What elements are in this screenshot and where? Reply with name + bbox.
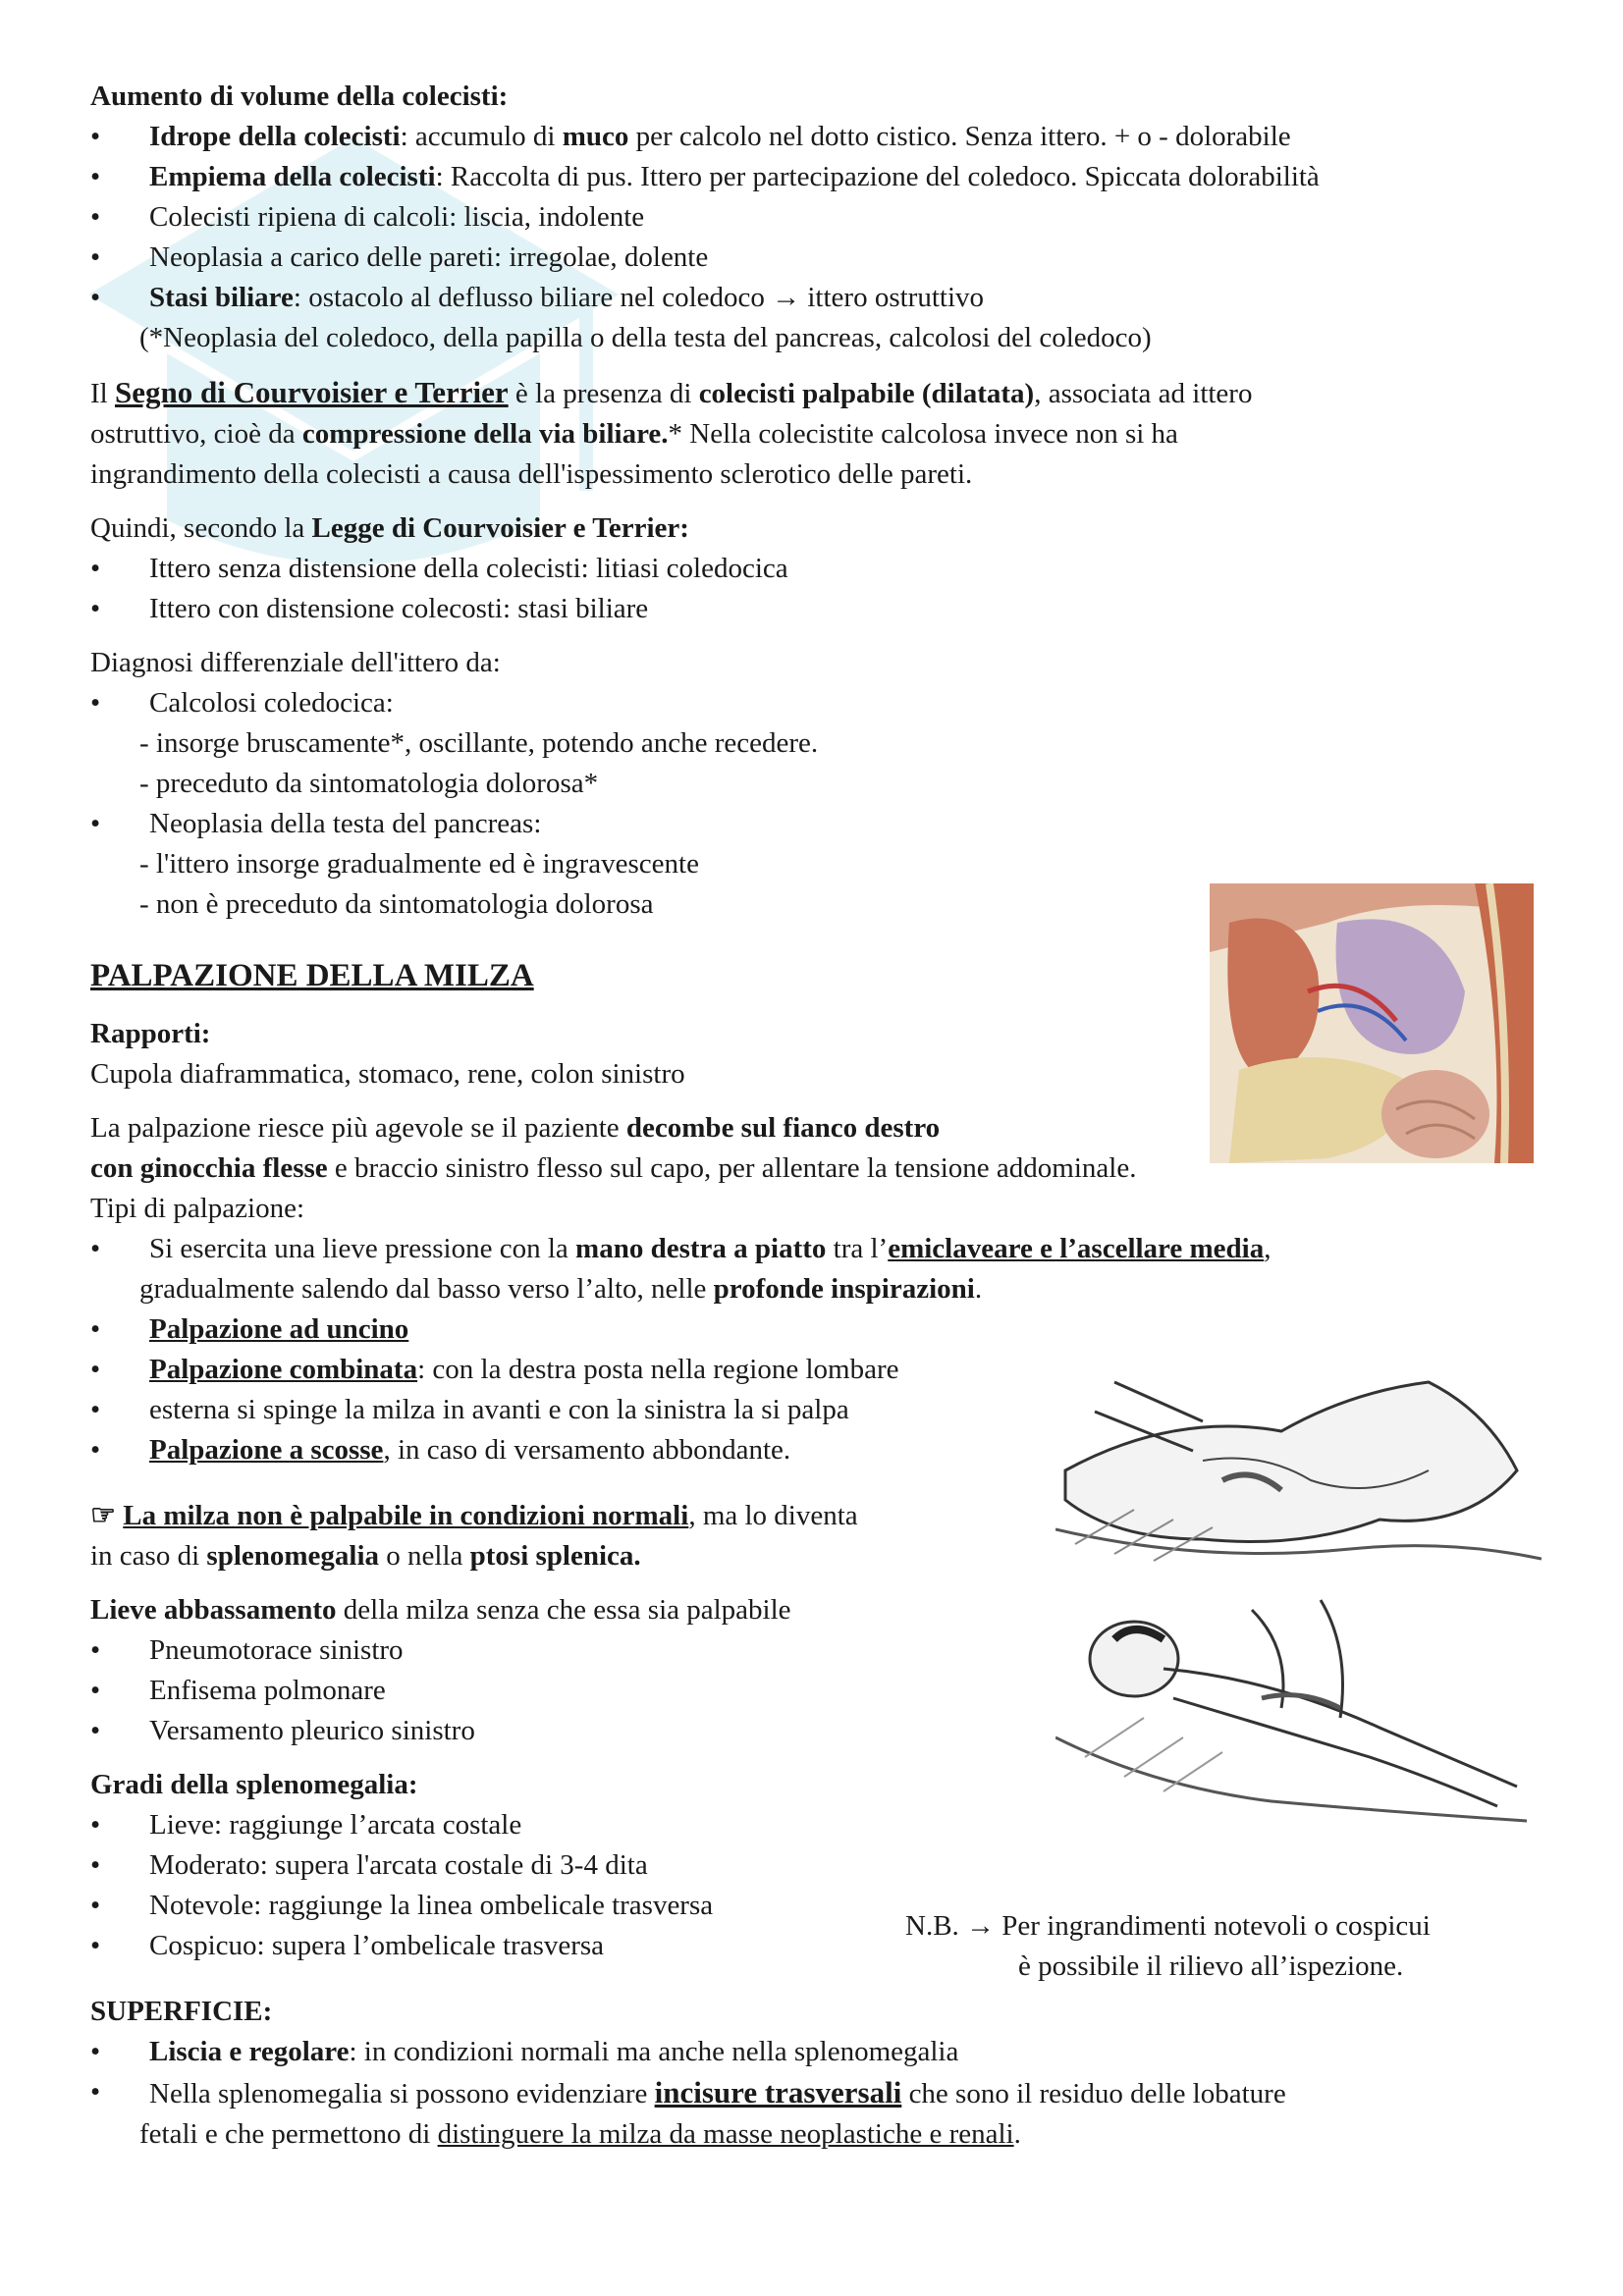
nb-line: è possibile il rilievo all’ispezione. [1018,1950,1404,1982]
list-item: • Colecisti ripiena di calcoli: liscia, indolente [90,201,645,233]
arrow-icon: → [966,1910,996,1942]
sub-item: - insorge bruscamente*, oscillante, potendo anche recedere. [139,727,819,759]
list-item: • Notevole: raggiunge la linea ombelicale trasversa [90,1890,714,1921]
list-item: • Ittero con distensione colecosti: stasi biliare [90,593,649,624]
list-item: • Palpazione a scosse, in caso di versamento abbondante. [90,1434,791,1466]
list-item: • Moderato: supera l'arcata costale di 3-4 dita [90,1849,648,1881]
list-item: • Palpazione combinata: con la destra posta nella regione lombare [90,1354,899,1385]
list-item-continued: gradualmente salendo dal basso verso l’alto, nelle profonde inspirazioni. [139,1273,983,1305]
list-item-continued: fetali e che permettono di distinguere la milza da masse neoplastiche e renali. [139,2118,1021,2150]
heading-rapporti: Rapporti: [90,1018,211,1049]
sub-item: - preceduto da sintomatologia dolorosa* [139,768,599,799]
paragraph-line: in caso di splenomegalia o nella ptosi splenica. [90,1540,641,1572]
sub-item: - l'ittero insorge gradualmente ed è ingravescente [139,848,699,880]
tipi-palpazione: Tipi di palpazione: [90,1193,305,1224]
list-item: • Nella splenomegalia si possono evidenziare incisure trasversali che sono il residuo delle lobature [90,2075,1286,2109]
list-item: • Stasi biliare: ostacolo al deflusso biliare nel coledoco → ittero ostruttivo [90,282,984,313]
list-item: • Pneumotorace sinistro [90,1634,404,1666]
paragraph-line: La palpazione riesce più agevole se il paziente decombe sul fianco destro [90,1112,941,1144]
list-item: • Ittero senza distensione della colecisti: litiasi coledocica [90,553,788,584]
paragraph-line: Lieve abbassamento della milza senza che essa sia palpabile [90,1594,791,1626]
list-item: • Versamento pleurico sinistro [90,1715,475,1746]
heading-diagnosi: Diagnosi differenziale dell'ittero da: [90,647,501,678]
paragraph-line: ostruttivo, cioè da compressione della via biliare.* Nella colecistite calcolosa invece non si ha [90,418,1178,450]
heading-colecisti: Aumento di volume della colecisti: [90,80,509,112]
heading-palpazione-milza: PALPAZIONE DELLA MILZA [90,958,534,993]
palpation-sketch-supine [1055,1590,1537,1826]
hand-icon: ☞ [90,1500,116,1531]
rapporti-text: Cupola diaframmatica, stomaco, rene, colon sinistro [90,1058,685,1090]
note-text: (*Neoplasia del coledoco, della papilla o della testa del pancreas, calcolosi del coledoco) [139,322,1152,353]
list-item: • Lieve: raggiunge l’arcata costale [90,1809,522,1841]
list-item: • Cospicuo: supera l’ombelicale trasversa [90,1930,605,1961]
paragraph-segno: Il Segno di Courvoisier e Terrier è la presenza di colecisti palpabile (dilatata), associata ad ittero [90,375,1253,409]
list-item: • Calcolosi coledocica: [90,687,394,719]
nb-note [905,1906,1431,1987]
list-item: • Idrope della colecisti: accumulo di muco per calcolo nel dotto cistico. Senza ittero. + o - dolorabile [90,121,1291,152]
list-item: • Liscia e regolare: in condizioni normali ma anche nella splenomegalia [90,2036,959,2067]
nb-line: N.B. → Per ingrandimenti notevoli o cospicui [905,1910,1431,1942]
sub-item: - non è preceduto da sintomatologia dolorosa [139,888,654,920]
heading-gradi: Gradi della splenomegalia: [90,1769,418,1800]
section-colecisti [90,77,1505,925]
paragraph-line: ☞ La milza non è palpabile in condizioni normali, ma lo diventa [90,1500,858,1531]
list-item: • Si esercita una lieve pressione con la mano destra a piatto tra l’emiclaveare e l’ascellare media, [90,1233,1271,1264]
heading-superficie: SUPERFICIE: [90,1996,273,2027]
list-item: • Palpazione ad uncino [90,1313,409,1345]
paragraph-line: ingrandimento della colecisti a causa dell'ispessimento sclerotico delle pareti. [90,458,973,490]
list-item: • Empiema della colecisti: Raccolta di pus. Ittero per partecipazione del coledoco. Spiccata dolorabilità [90,161,1320,192]
arrow-icon: → [772,282,801,313]
list-item: • Neoplasia a carico delle pareti: irregolae, dolente [90,241,709,273]
paragraph-line: con ginocchia flesse e braccio sinistro flesso sul capo, per allentare la tensione addominale. [90,1152,1137,1184]
spleen-anatomy-illustration [1210,883,1534,1163]
list-item: • Enfisema polmonare [90,1675,386,1706]
paragraph-legge: Quindi, secondo la Legge di Courvoisier e Terrier: [90,512,689,544]
list-item: • Neoplasia della testa del pancreas: [90,808,542,839]
list-item: • esterna si spinge la milza in avanti e con la sinistra la si palpa [90,1394,849,1425]
palpation-sketch-side [1055,1353,1542,1569]
